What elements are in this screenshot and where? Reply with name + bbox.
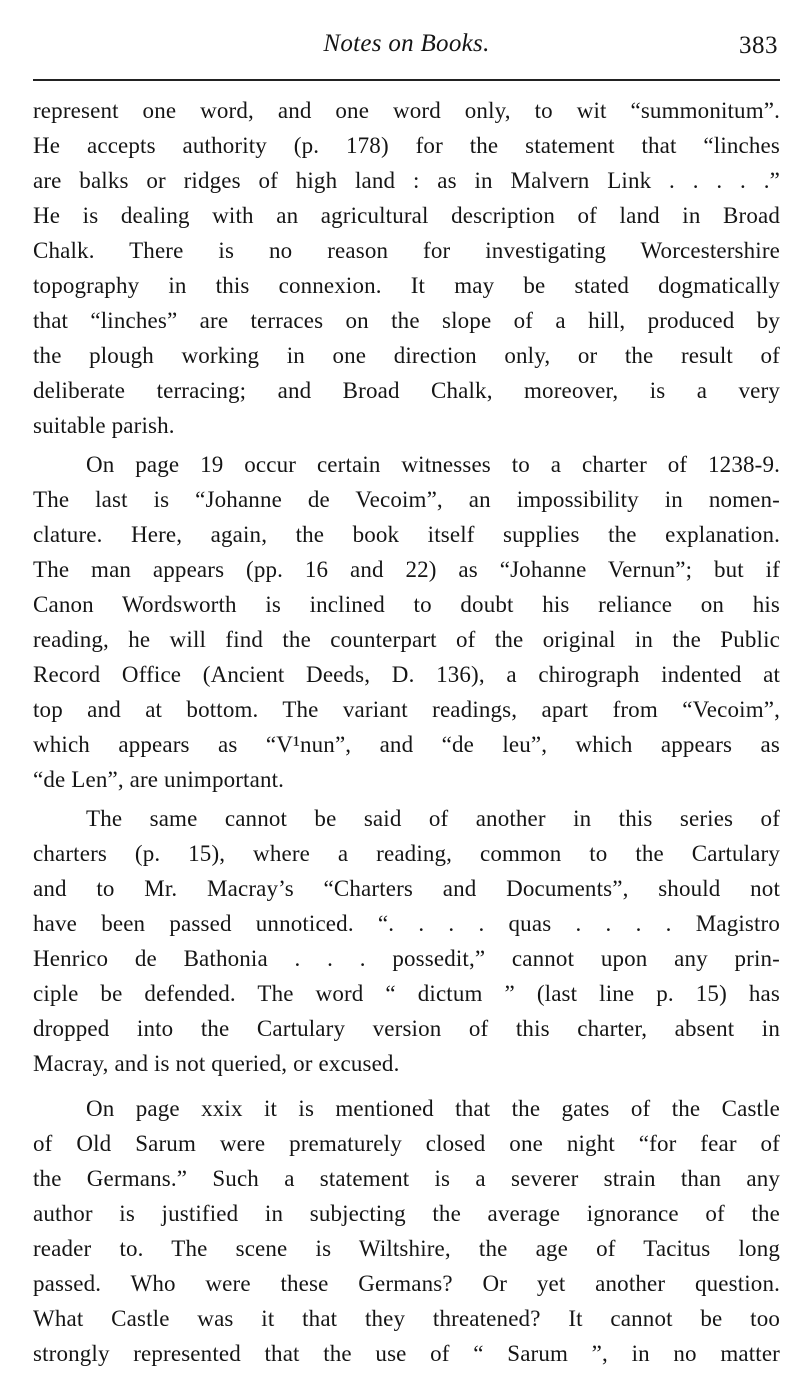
text-line: strongly represented that the use of “ Sarum ”, in no matter	[33, 1341, 780, 1366]
text-line: clature. Here, again, the book itself supplies the explanation.	[33, 522, 780, 547]
text-line: topography in this connexion. It may be stated dogmatically	[33, 273, 780, 298]
paragraph-3	[33, 801, 780, 1081]
text-line: charters (p. 15), where a reading, common to the Cartulary	[33, 841, 780, 866]
text-line: and to Mr. Macray’s “Charters and Documents”, should not	[33, 876, 780, 901]
text-line: ciple be defended. The word “ dictum ” (last line p. 15) has	[33, 981, 780, 1006]
paragraph-4	[33, 1091, 780, 1371]
text-line: Record Office (Ancient Deeds, D. 136), a chirograph indented at	[33, 662, 780, 687]
text-line: author is justified in subjecting the average ignorance of the	[33, 1201, 780, 1226]
header-rule	[33, 79, 780, 81]
running-head	[33, 30, 780, 72]
text-line: Canon Wordsworth is inclined to doubt his reliance on his	[33, 592, 780, 617]
text-line: that “linches” are terraces on the slope of a hill, produced by	[33, 308, 780, 333]
text-line: which appears as “V¹nun”, and “de leu”, which appears as	[33, 732, 780, 757]
text-line: “de Len”, are unimportant.	[33, 767, 285, 792]
text-line: reading, he will find the counterpart of the original in the Public	[33, 627, 780, 652]
text-line: reader to. The scene is Wiltshire, the age of Tacitus long	[33, 1236, 780, 1261]
text-line: The man appears (pp. 16 and 22) as “Johanne Vernun”; but if	[33, 557, 780, 582]
text-line: Macray, and is not queried, or excused.	[33, 1051, 400, 1076]
text-line: Chalk. There is no reason for investigating Worcestershire	[33, 238, 780, 263]
text-line: He is dealing with an agricultural description of land in Broad	[33, 203, 780, 228]
text-line: dropped into the Cartulary version of this charter, absent in	[33, 1016, 780, 1041]
text-line: What Castle was it that they threatened? It cannot be too	[33, 1306, 780, 1331]
text-line: On page 19 occur certain witnesses to a charter of 1238-9.	[86, 452, 780, 477]
text-line: deliberate terracing; and Broad Chalk, moreover, is a very	[33, 378, 780, 403]
text-line: the Germans.” Such a statement is a severer strain than any	[33, 1166, 780, 1191]
text-line: have been passed unnoticed. “. . . . quas . . . . Magistro	[33, 911, 780, 936]
page-number: 383	[739, 32, 778, 59]
text-line: The same cannot be said of another in this series of	[86, 806, 780, 831]
text-body	[33, 93, 780, 1375]
paragraph-2	[33, 447, 780, 797]
text-line: of Old Sarum were prematurely closed one night “for fear of	[33, 1131, 780, 1156]
text-line: the plough working in one direction only, or the result of	[33, 343, 780, 368]
text-line: are balks or ridges of high land : as in Malvern Link . . . . .”	[33, 168, 780, 193]
running-title: Notes on Books.	[323, 30, 490, 57]
text-line: On page xxix it is mentioned that the gates of the Castle	[86, 1096, 780, 1121]
paragraph-1	[33, 93, 780, 443]
text-line: suitable parish.	[33, 413, 175, 438]
text-line: Henrico de Bathonia . . . possedit,” cannot upon any prin-	[33, 946, 780, 971]
text-line: The last is “Johanne de Vecoim”, an impossibility in nomen-	[33, 487, 780, 512]
text-line: passed. Who were these Germans? Or yet another question.	[33, 1271, 780, 1296]
text-line: represent one word, and one word only, to wit “summonitum”.	[33, 98, 780, 123]
text-line: He accepts authority (p. 178) for the statement that “linches	[33, 133, 780, 158]
text-line: top and at bottom. The variant readings, apart from “Vecoim”,	[33, 697, 780, 722]
